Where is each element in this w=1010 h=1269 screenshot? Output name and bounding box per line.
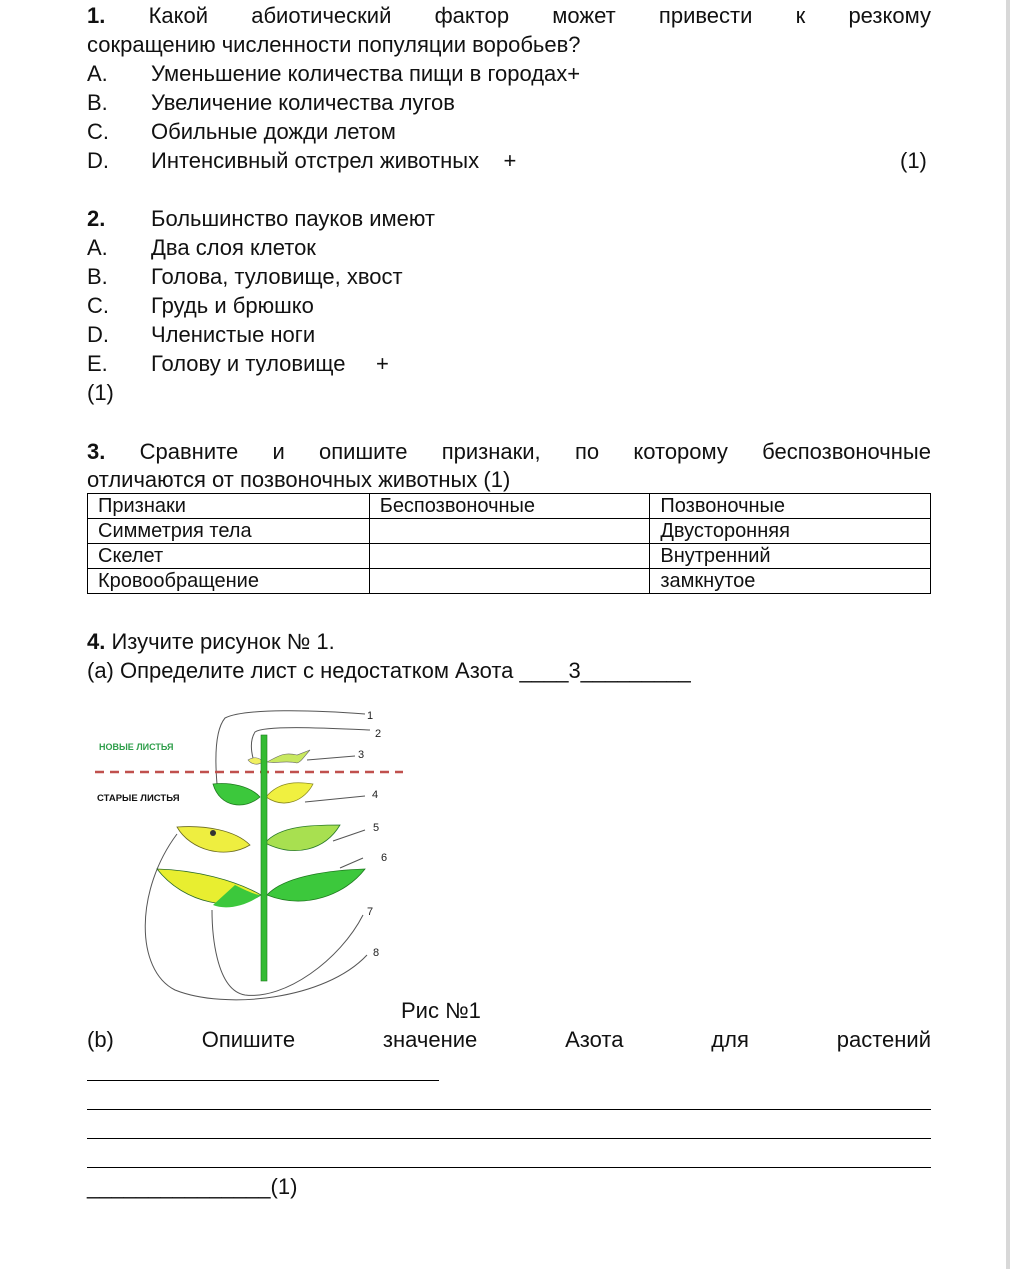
callout-line [251, 728, 370, 758]
answer-line[interactable] [87, 1109, 931, 1110]
answer-last-line: _______________(1) [87, 1174, 298, 1199]
word: (b) [87, 1027, 114, 1052]
q2-number: 2. [87, 206, 106, 231]
figure-label: 2 [375, 728, 382, 740]
table-header: Позвоночные [650, 494, 931, 519]
q2-text: Большинство пауков имеют [151, 206, 435, 231]
answer-line[interactable] [87, 1167, 931, 1168]
figure-label: 7 [367, 906, 374, 918]
page-edge [1006, 0, 1010, 1269]
callout-line [212, 910, 363, 995]
q1-line2: сокращению численности популяции воробьев? [87, 32, 581, 57]
option-text: Уменьшение количества пищи в городах+ [151, 61, 581, 86]
word: по [574, 439, 600, 464]
option-letter: A. [87, 235, 108, 260]
word: к [795, 3, 806, 28]
q1-line1 [87, 1, 931, 30]
table-cell: Внутренний [650, 544, 931, 569]
table-row [88, 519, 931, 544]
word: может [552, 3, 616, 28]
option-letter: D. [87, 148, 109, 173]
callout-line [307, 756, 355, 760]
table-header-row [88, 494, 931, 519]
q2-score: (1) [87, 380, 114, 405]
leaf [267, 750, 310, 763]
option-text: Грудь и брюшко [151, 293, 314, 318]
word: признаки, [441, 439, 541, 464]
q4-heading [87, 627, 335, 656]
leaf [267, 869, 365, 901]
word: Сравните [139, 439, 239, 464]
table-cell[interactable] [369, 569, 650, 594]
callout-line [340, 858, 363, 868]
option-letter: C. [87, 293, 109, 318]
q3-number: 3. [87, 439, 106, 464]
word: Азота [565, 1027, 624, 1052]
answer-line[interactable] [87, 1080, 439, 1081]
q1-score: (1) [900, 148, 927, 173]
figure-label: 1 [367, 710, 374, 722]
option-text: Увеличение количества лугов [151, 90, 455, 115]
callout-line [333, 830, 365, 841]
option-text: Голова, туловище, хвост [151, 264, 403, 289]
figure-label: 6 [381, 852, 388, 864]
figure-label: 4 [372, 789, 379, 801]
word: абиотический [251, 3, 392, 28]
option-letter: B. [87, 90, 108, 115]
table-header: Признаки [88, 494, 370, 519]
word: привести [658, 3, 753, 28]
q4-part-a: (а) Определите лист с недостатком Азота ____3_________ [87, 658, 691, 683]
word: для [711, 1027, 749, 1052]
table-header: Беспозвоночные [369, 494, 650, 519]
word: и [272, 439, 285, 464]
table-cell: Скелет [88, 544, 370, 569]
word: Какой [148, 3, 209, 28]
q4-part-b [87, 1025, 931, 1054]
figure-label: 8 [373, 947, 380, 959]
q3-line1 [87, 437, 931, 466]
table-cell: Двусторонняя [650, 519, 931, 544]
figure-label: 3 [358, 749, 365, 761]
option-letter: B. [87, 264, 108, 289]
table-cell[interactable] [369, 519, 650, 544]
table-cell: Симметрия тела [88, 519, 370, 544]
word: резкому [848, 3, 931, 28]
option-letter: D. [87, 322, 109, 347]
word: значение [382, 1027, 478, 1052]
option-text: Обильные дожди летом [151, 119, 396, 144]
table-row [88, 569, 931, 594]
option-text: Интенсивный отстрел животных + [151, 148, 517, 173]
table-row [88, 544, 931, 569]
option-text: Голову и туловище + [151, 351, 389, 376]
leaf-spot [210, 830, 216, 836]
word: опишите [319, 439, 408, 464]
callout-line [145, 834, 367, 1000]
callout-line [305, 796, 365, 802]
table-cell: замкнутое [650, 569, 931, 594]
word: растений [836, 1027, 931, 1052]
word: беспозвоночные [762, 439, 931, 464]
stem [261, 735, 267, 981]
figure-label: 5 [373, 822, 380, 834]
answer-line[interactable] [87, 1138, 931, 1139]
option-letter: A. [87, 61, 108, 86]
leaf [213, 784, 260, 805]
q4-text: Изучите рисунок № 1. [105, 629, 335, 654]
plant-figure [85, 700, 415, 1010]
figure-caption: Рис №1 [401, 998, 481, 1023]
q3-line2: отличаются от позвоночных животных (1) [87, 467, 511, 492]
option-letter: C. [87, 119, 109, 144]
option-letter: E. [87, 351, 108, 376]
leaf [265, 825, 340, 851]
word: Опишите [201, 1027, 296, 1052]
option-text: Два слоя клеток [151, 235, 316, 260]
q1-number: 1. [87, 3, 106, 28]
comparison-table [87, 493, 931, 594]
leaf [266, 783, 313, 803]
option-text: Членистые ноги [151, 322, 316, 347]
table-cell[interactable] [369, 544, 650, 569]
word: которому [633, 439, 728, 464]
word: фактор [434, 3, 510, 28]
q4-number: 4. [87, 629, 106, 654]
table-cell: Кровообращение [88, 569, 370, 594]
old-leaves-label: СТАРЫЕ ЛИСТЬЯ [97, 793, 180, 804]
new-leaves-label: НОВЫЕ ЛИСТЬЯ [99, 742, 174, 752]
